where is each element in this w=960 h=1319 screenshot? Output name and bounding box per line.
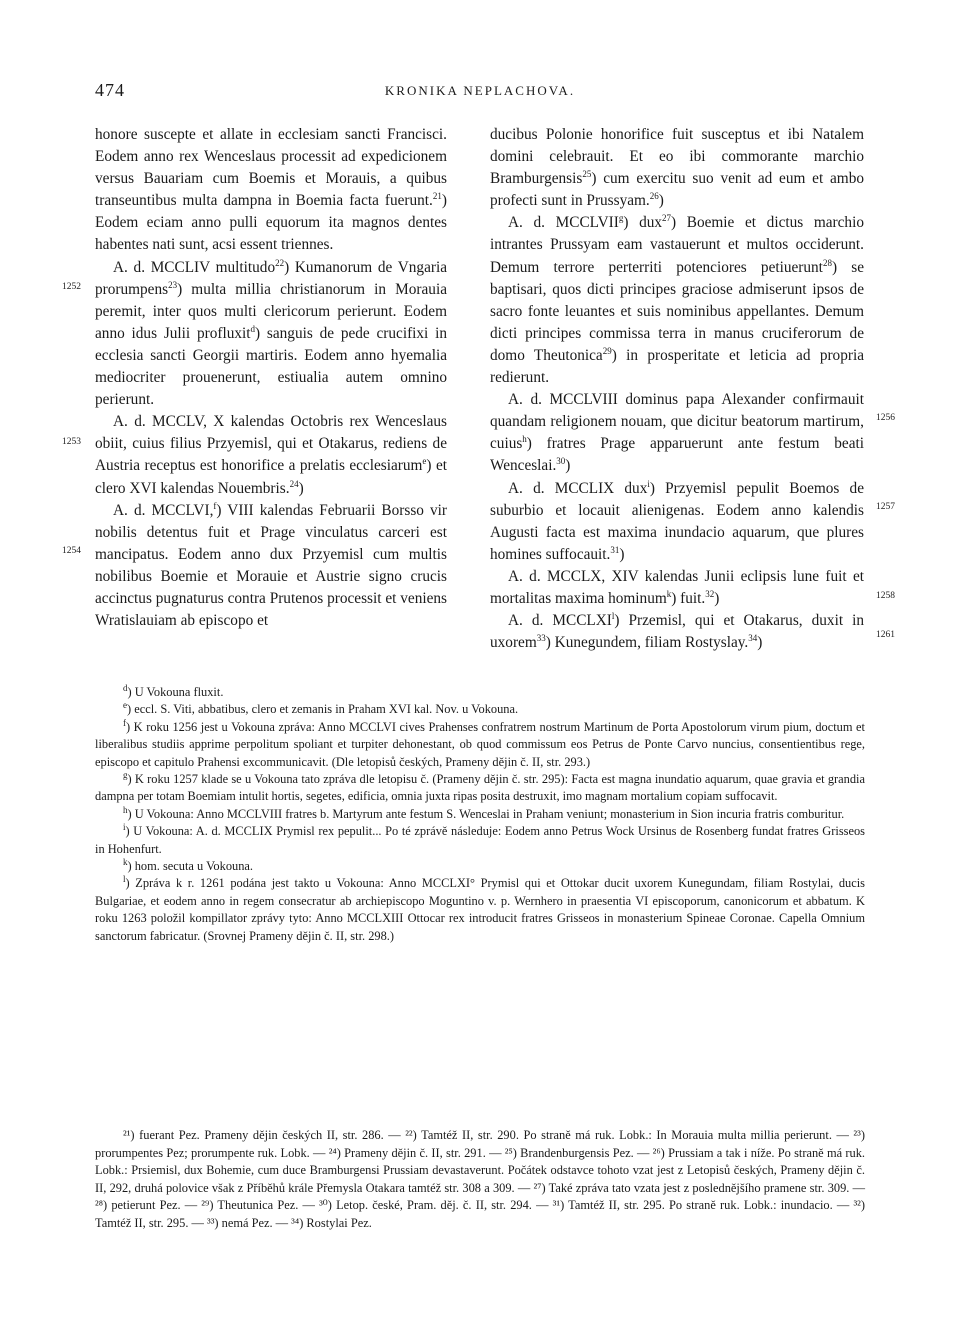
paragraph: A. d. MCCLIX dux$^i$) Przyemisl pepulit Boemos de suburbio et locauit alienigenas. Eodem anno kalendis Augusti facta est maxima inundacio aquarum, que plures homines suffocauit.$^{31}$) [490, 478, 864, 563]
left-column [95, 124, 447, 632]
footnote: $^f$) K roku 1256 jest u Vokouna zpráva: Anno MCCLVI cives Prahenses confratrem nostrum Martinum de Porta Apostolorum virum pium, doctum et liberalibus studiis apprime perpolitum spoliant et turpiter dehonestant, ob quod commissum eos Petrus de Ponte Carvo nuncius, consentientibus rege, episcopo et capitulo Prahensi excommunicavit. (Dle letopisů českých, Prameny dějin č. II, str. 293.) [95, 717, 865, 769]
running-title: KRONIKA NEPLACHOVA. [384, 83, 576, 98]
paragraph: A. d. MCCLIV multitudo$^{22}$) Kumanorum de Vngaria prorumpens$^{23}$) multa millia christianorum in Morauia peremit, inter quos multi clericorum perierunt. Eodem anno idus Julii profluxit$^d$) sanguis de pede crucifixi in ecclesia sancti Georgii martiris. Eodem anno hyemalia mediocriter prouenerunt, estiualia autem omnino perierunt. [95, 257, 448, 409]
page-number: 474 [95, 80, 125, 100]
footnote: $^d$) U Vokouna fluxit. [123, 682, 224, 699]
footnote: $^h$) U Vokouna: Anno MCCLVIII fratres b. Martyrum ante festum S. Wenceslai in Praham veniunt; monasterium in Sion incuria fratris comburitur. [123, 804, 845, 821]
numeric-footnotes [95, 1127, 865, 1233]
margin-year: 1252 [62, 282, 81, 292]
paragraph: A. d. MCCLVI,$^f$) VIII kalendas Februarii Borsso vir nobilis detentus fuit et Prage vinculatus carceri est mancipatus. Eodem anno dux Przyemisl cum multis nobilibus Boemie et Morauie et Austrie signo crucis accinctus pugnaturus contra Prutenos processit et veniens Wratislauiam ab episcopo et [95, 500, 447, 630]
footnote: $^g$) K roku 1257 klade se u Vokouna tato zpráva dle letopisu č. (Prameny dějin č. str. 295): Facta est magna inundatio aquarum, quae gravia et grandia dampna per totam Boemiam intulit hortis, segetes, edificia, omnia juxta ripas posita destruxit, imo magnam mortalium copiam suffocavit. [95, 769, 865, 804]
paragraph: A. d. MCCLX, XIV kalendas Junii eclipsis lune fuit et mortalitas maxima hominum$^k$) fuit.$^{32}$) [490, 567, 864, 607]
paragraph: honore suscepte et allate in ecclesiam sancti Francisci. Eodem anno rex Wenceslaus processit ad expedicionem versus Bauariam cum Boemis et Morauis, a quibus transeuntibus multa dampna in Boemia facta fuerunt.$^{21}$) Eodem eciam anno pulli equorum ita magnos dentes habentes nati sunt, acsi essent triennes. [95, 126, 447, 254]
footnote: $^i$) U Vokouna: A. d. MCCLIX Prymisl rex pepulit... Po té zprávě následuje: Eodem anno Petrus Wock Ursinus de Rosenberg fundat fratres Grisseos in Hohenfurt. [95, 822, 865, 856]
paragraph: A. d. MCCLVIII dominus papa Alexander confirmauit quandam religionem nouam, que dicitur beatorum martirum, cuius$^h$) fratres Prage apparuerunt ante festum beati Wenceslai.$^{30}$) [490, 391, 864, 475]
page-header [95, 80, 865, 104]
footnote: $^l$) Zpráva k r. 1261 podána jest takto u Vokouna: Anno MCCLXI° Prymisl qui et Ottokar ducit uxorem Kunegundam, filiam Rostylai, ducis Bulgariae, et eodem anno in regem consecratur ab archiepiscopo Moguntino v. p. Wernhero in praesentia VI episcoporum, canonicorum et abbatum. K roku 1263 položil kompillator zprávy tyto: Anno MCCLXIII Ottocar rex introducit fratres Grisseos in monasterium Spineae Coronae. Capella Omnium sanctorum fabricatur. (Srovnej Prameny dějin č. II, str. 298.) [95, 874, 865, 943]
paragraph: A. d. MCCLV, X kalendas Octobris rex Wenceslaus obiit, cuius filius Przyemisl, qui et Otakarus, rediens de Austria receptus est honorifice a prelatis ecclesiarum$^e$) et clero XVI kalendas Nouembris.$^{24}$) [95, 413, 447, 497]
margin-year: 1254 [62, 546, 81, 556]
margin-year: 1258 [876, 591, 895, 601]
paragraph: A. d. MCCLXI$^l$) Przemisl, qui et Otakarus, duxit in uxorem$^{33}$) Kunegundem, filiam Rostyslay.$^{34}$) [490, 610, 864, 652]
paragraph: ducibus Polonie honorifice fuit susceptus et ibi Natalem domini celebrauit. Et eo ibi commorante marchio Bramburgensis$^{25}$) cum exercitu suo venit ad eum et ambo profecti sunt in Prussyam.$^{26}$) [490, 126, 864, 210]
letter-footnotes [95, 684, 865, 945]
margin-year: 1253 [62, 437, 81, 447]
margin-year: 1257 [876, 502, 895, 512]
paragraph: A. d. MCCLVII$^g$) dux$^{27}$) Boemie et dictus marchio intrantes Prussyam eam vastauerunt et multos occiderunt. Demum terrore perterriti potenciores petiuerunt$^{28}$) se baptisari, quos dicti principes graciose admiserunt ipsos de sacro fonte leuantes et suis nominibus appellantes. Demum dicti principes commissa terra in manus cruciferorum de domo Theutonica$^{29}$) in prosperitate et leticia ad propria redierunt. [490, 213, 864, 387]
footnote-block: ²¹) fuerant Pez. Prameny dějin českých II, str. 286. — ²²) Tamtéž II, str. 290. Po straně má ruk. Lobk.: In Morauia multa millia perierunt. — ²³) prorumpentes Pez; prorumpente ruk. Lobk. — ²⁴) Prameny dějin č. II, str. 291. — ²⁵) Brandenburgensis Pez. — ²⁶) Prussiam a tak i níže. Po straně má ruk. Lobk.: Prsiemisl, dux Bohemie, cum duce Bramburgensi Prussiam devastaverunt. Počátek odstavce tohoto vzat jest z Letopisů českých, Prameny dějin č. II, 292, druhá polovice však z Příběhů krále Přemysla Otakara tamtéž str. 308 a 309. — ²⁷) Také zpráva tato vzata jest z poslednějšího pramene str. 309. — ²⁸) petierunt Pez. — ²⁹) Theutunica Pez. — ³⁰) Letop. české, Pram. děj. č. II, str. 294. — ³¹) Tamtéž II, str. 295. Po straně ruk. Lobk.: inundacio. — ³²) Tamtéž II, str. 295. — ³³) nemá Pez. — ³⁴) Rostylai Pez. [95, 1128, 865, 1230]
margin-year: 1256 [876, 413, 895, 423]
footnote: $^e$) eccl. S. Viti, abbatibus, clero et zemanis in Praham XVI kal. Nov. u Vokouna. [123, 700, 519, 717]
right-column [490, 124, 864, 654]
footnote: $^k$) hom. secuta u Vokouna. [123, 856, 253, 874]
margin-year: 1261 [876, 630, 895, 640]
